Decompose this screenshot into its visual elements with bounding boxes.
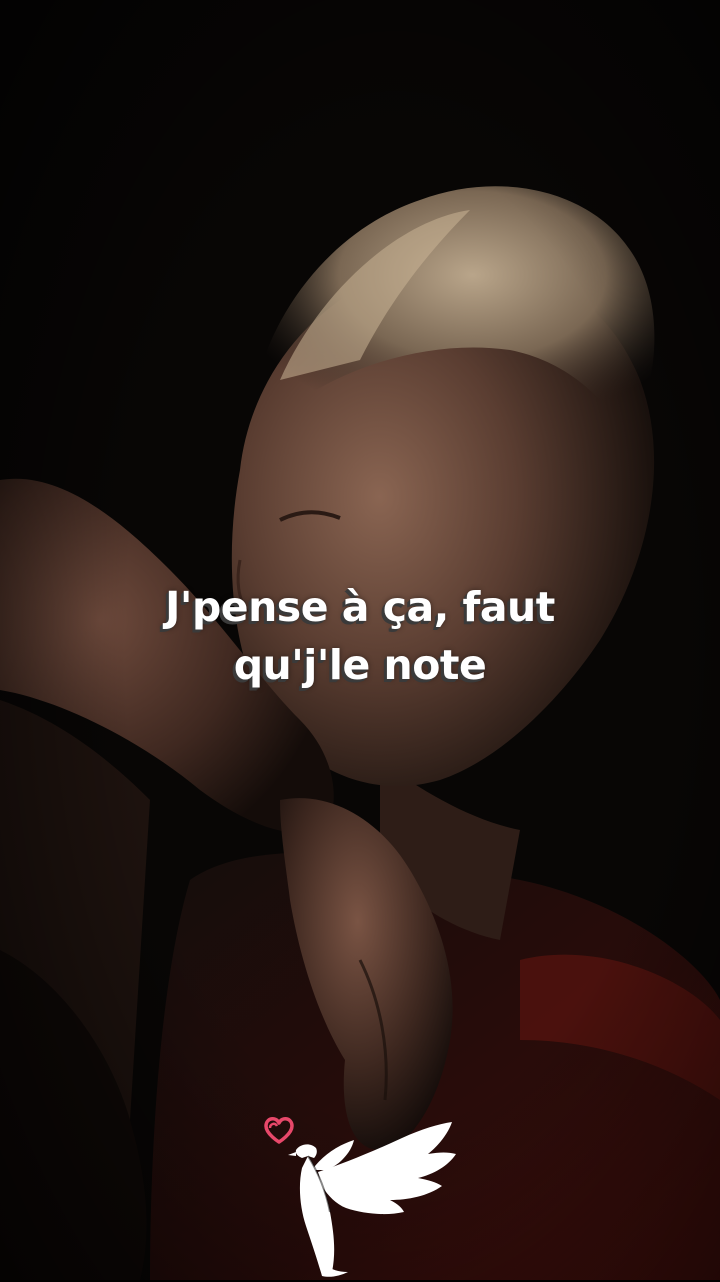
dove-icon (288, 1122, 456, 1277)
caption-line-2: qu'j'le note (233, 641, 487, 689)
dove-with-heart-icon (252, 1112, 468, 1278)
lyrics-caption (60, 578, 660, 694)
heart-icon (266, 1119, 292, 1142)
caption-line-1: J'pense à ça, faut (165, 583, 555, 631)
